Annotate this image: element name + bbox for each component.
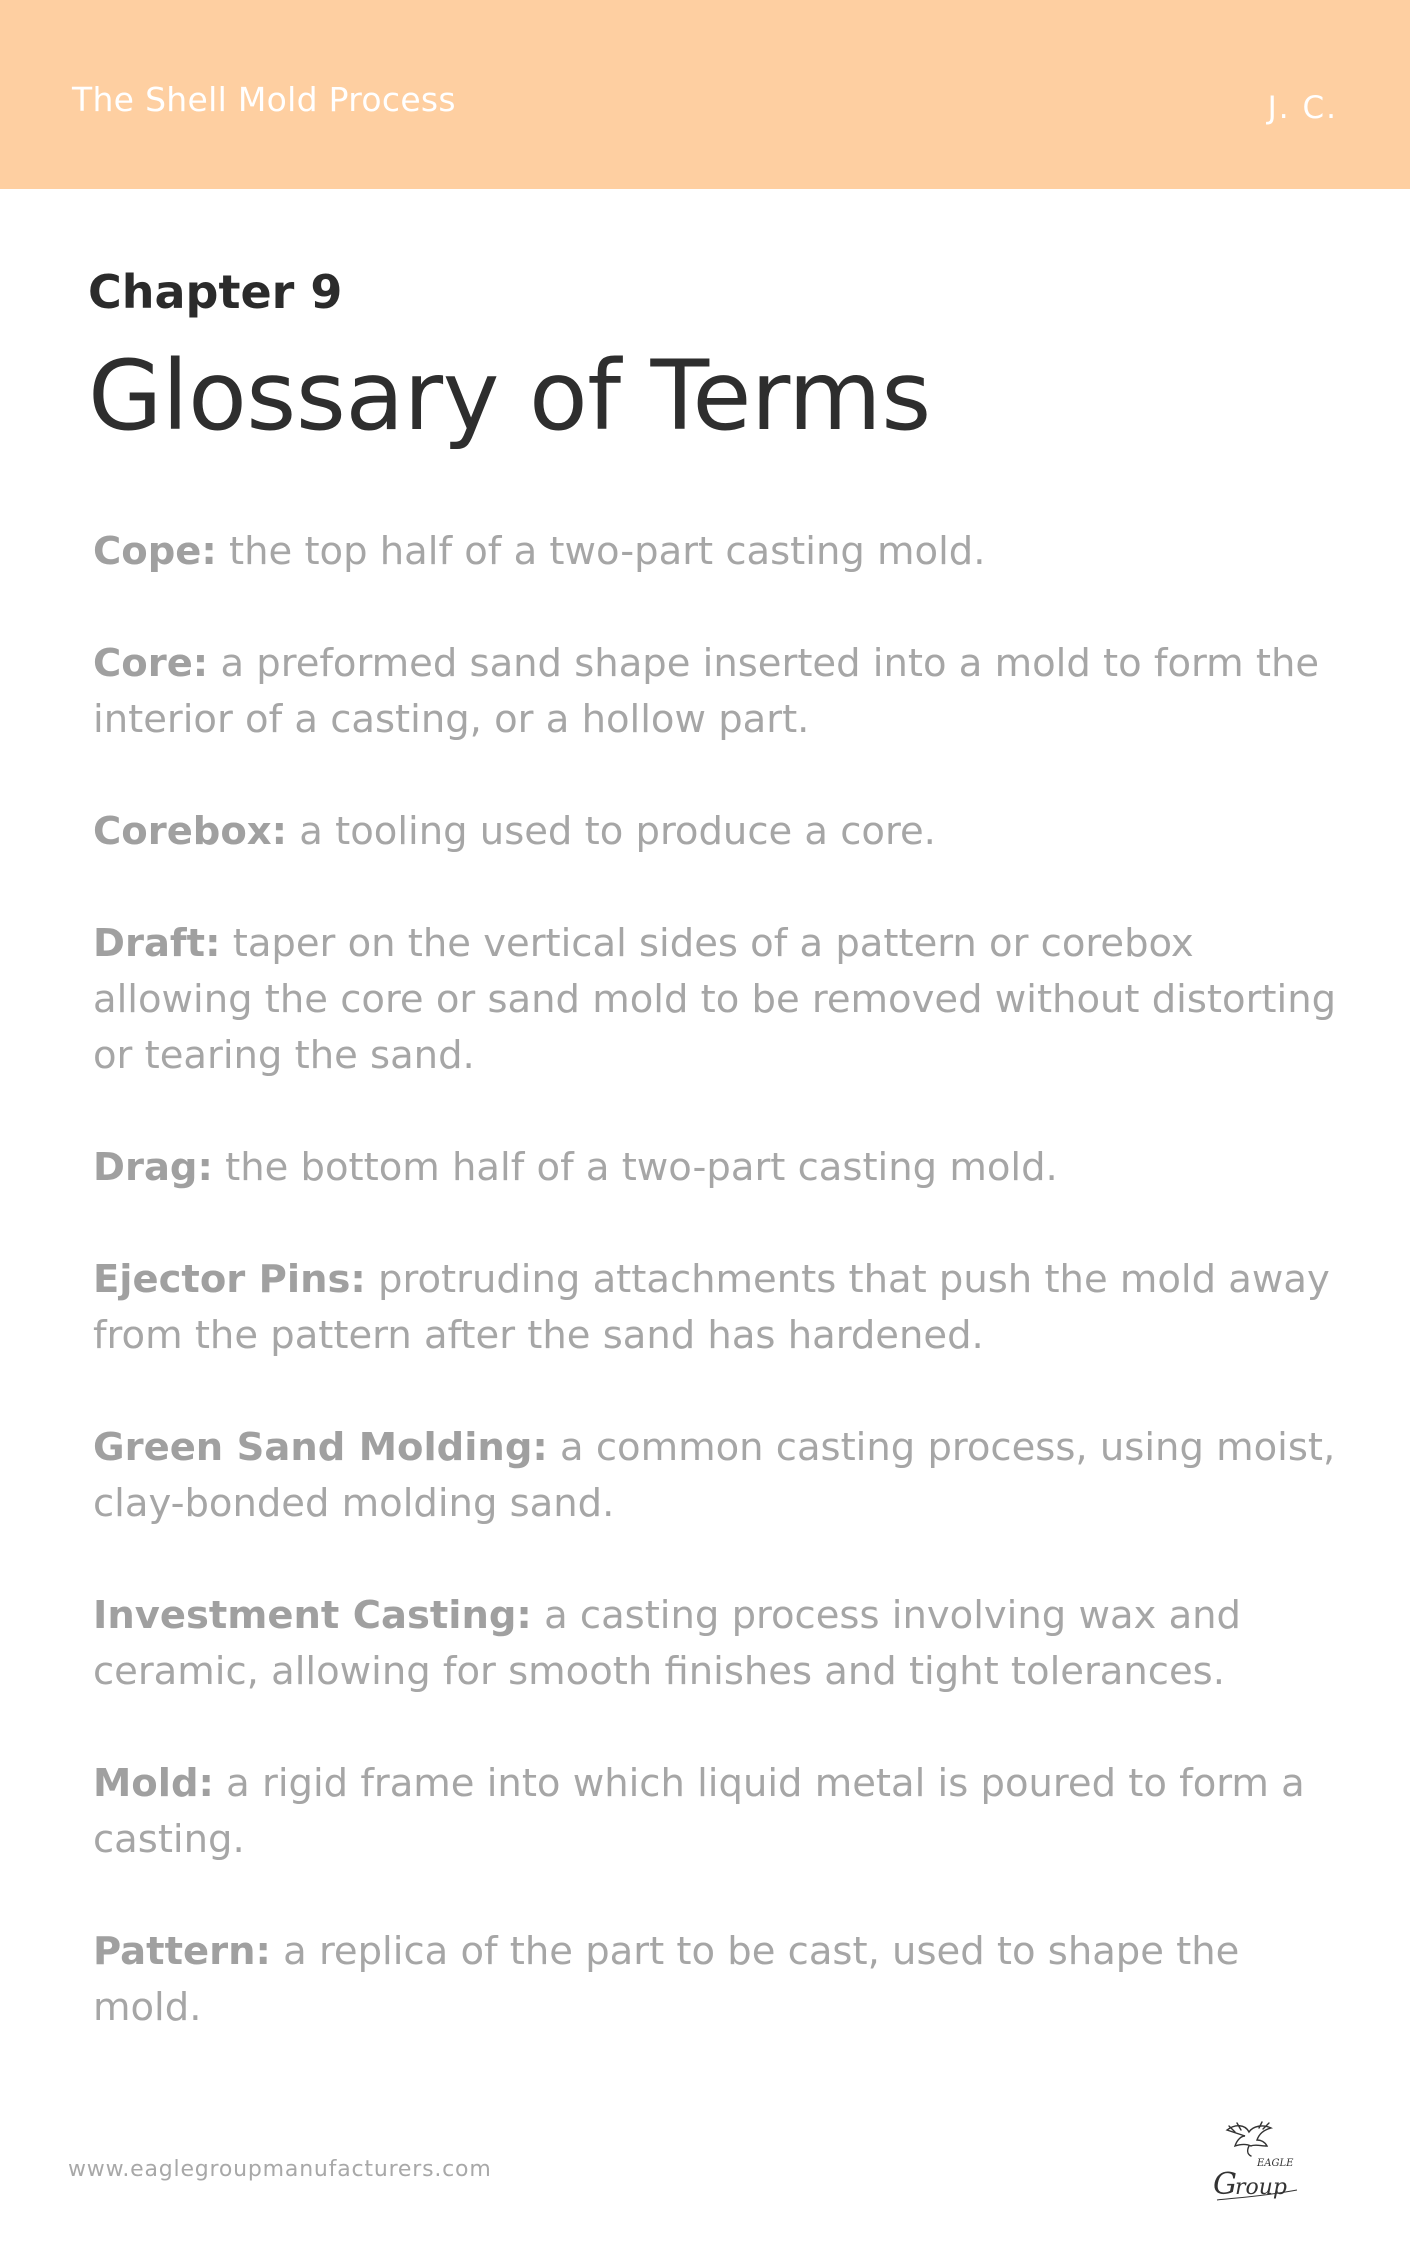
glossary-entry	[93, 1140, 1348, 1196]
glossary-entry	[93, 804, 1348, 860]
glossary-definition: a rigid frame into which liquid metal is poured to form a casting.	[93, 1761, 1305, 1862]
page-title: Glossary of Terms	[88, 340, 931, 452]
glossary-list	[93, 524, 1348, 2092]
eagle-group-logo	[1205, 2120, 1315, 2208]
glossary-entry	[93, 916, 1348, 1084]
logo-text	[1213, 2158, 1297, 2202]
glossary-definition: a common casting process, using moist, clay-bonded molding sand.	[93, 1425, 1336, 1526]
glossary-entry	[93, 1924, 1348, 2036]
glossary-entry	[93, 636, 1348, 748]
glossary-term: Cope:	[93, 529, 217, 574]
glossary-term: Draft:	[93, 921, 221, 966]
glossary-definition: the bottom half of a two-part casting mold.	[212, 1145, 1058, 1190]
document-title: The Shell Mold Process	[72, 80, 456, 119]
glossary-entry	[93, 524, 1348, 580]
glossary-term: Ejector Pins:	[93, 1257, 366, 1302]
glossary-definition: a casting process involving wax and ceramic, allowing for smooth finishes and tight tolerances.	[93, 1593, 1241, 1694]
glossary-term: Core:	[93, 641, 209, 686]
glossary-entry	[93, 1420, 1348, 1532]
glossary-term: Pattern:	[93, 1929, 271, 1974]
glossary-definition: protruding attachments that push the mold away from the pattern after the sand has hardened.	[93, 1257, 1330, 1358]
header-band	[0, 0, 1410, 189]
svg-text:EAGLE: EAGLE	[1257, 2158, 1294, 2169]
glossary-term: Green Sand Molding:	[93, 1425, 548, 1470]
svg-text:roup: roup	[1235, 2175, 1288, 2200]
glossary-definition: a replica of the part to be cast, used to shape the mold.	[93, 1929, 1240, 2030]
eagle-icon	[1227, 2122, 1271, 2156]
glossary-term: Investment Casting:	[93, 1593, 532, 1638]
glossary-definition: a preformed sand shape inserted into a mold to form the interior of a casting, or a hollow part.	[93, 641, 1320, 742]
glossary-definition: a tooling used to produce a core.	[287, 809, 936, 854]
glossary-entry	[93, 1588, 1348, 1700]
footer-website-url: www.eaglegroupmanufacturers.com	[68, 2157, 492, 2182]
glossary-entry	[93, 1252, 1348, 1364]
glossary-definition: taper on the vertical sides of a pattern or corebox allowing the core or sand mold to be removed without distorting or tearing the sand.	[93, 921, 1337, 1078]
svg-text:G: G	[1213, 2167, 1237, 2202]
chapter-label: Chapter 9	[88, 265, 343, 319]
author-initials: J. C.	[1267, 90, 1338, 126]
glossary-entry	[93, 1756, 1348, 1868]
glossary-term: Mold:	[93, 1761, 214, 1806]
glossary-term: Corebox:	[93, 809, 288, 854]
glossary-definition: the top half of a two-part casting mold.	[216, 529, 986, 574]
glossary-term: Drag:	[93, 1145, 213, 1190]
